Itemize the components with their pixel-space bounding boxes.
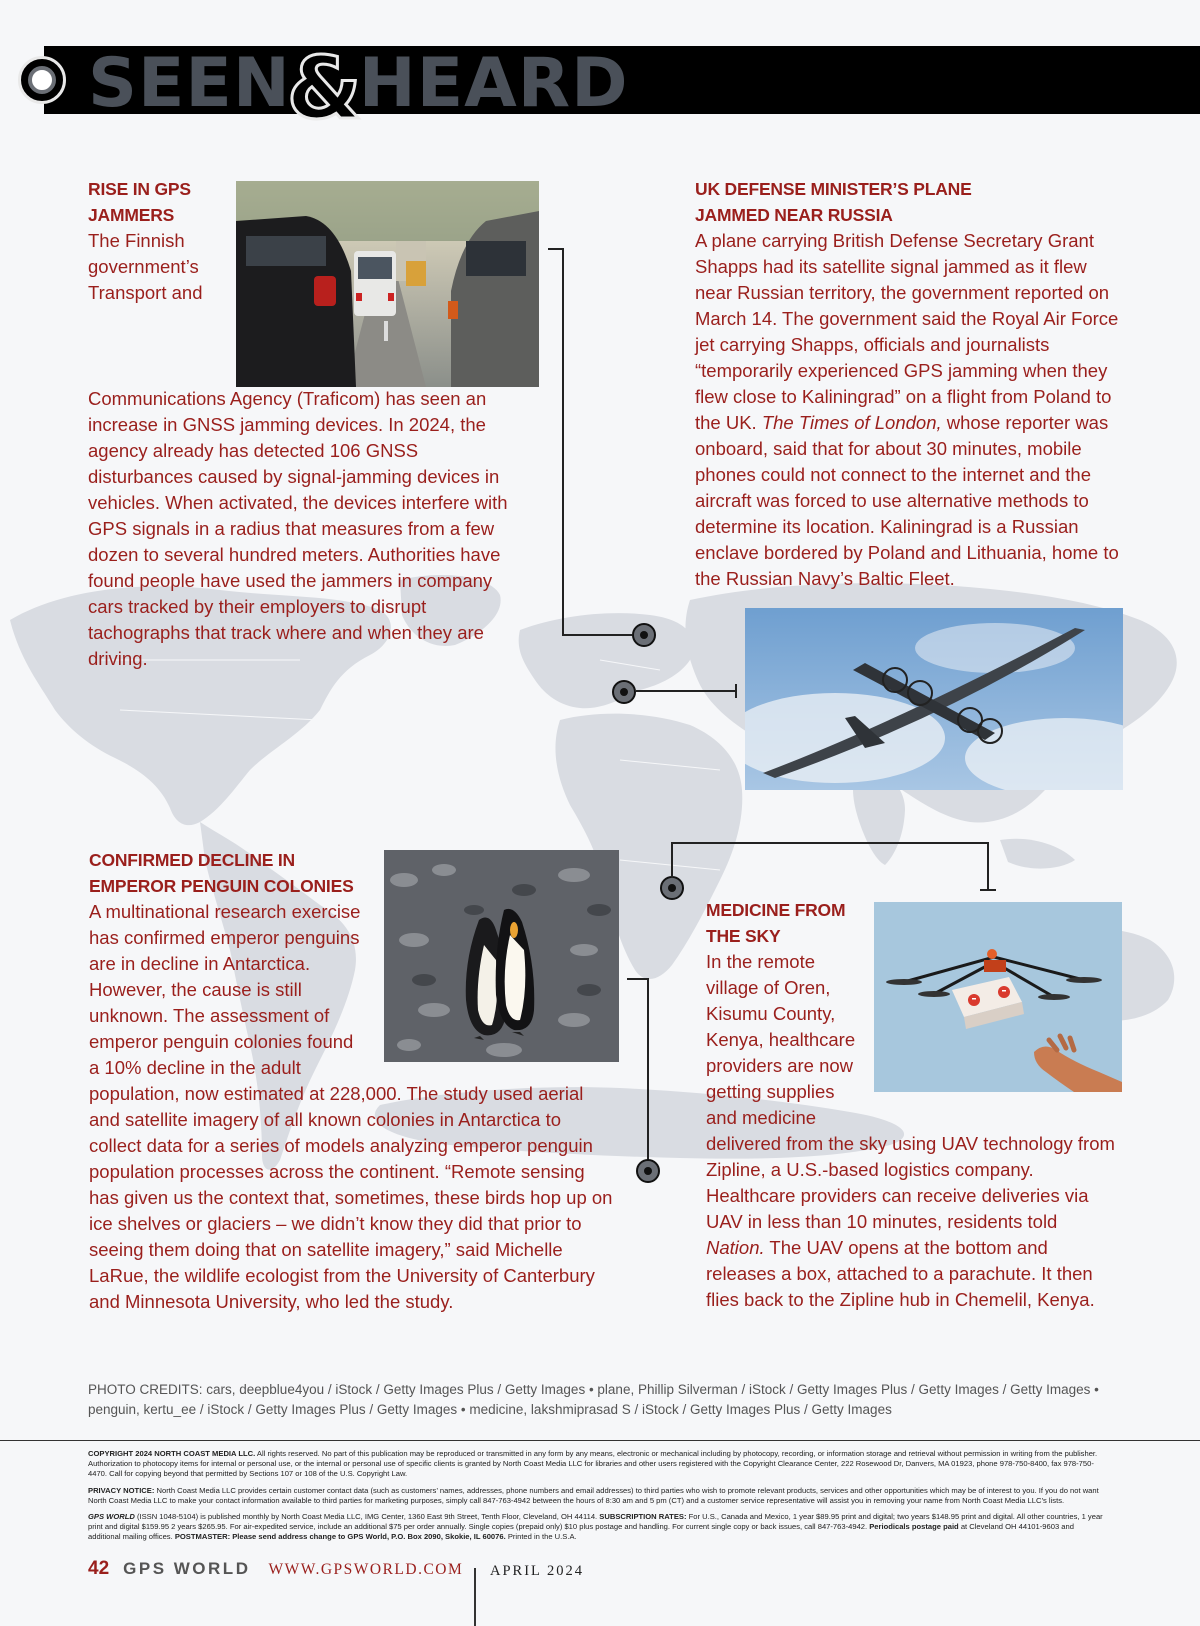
publication-name: Nation. — [706, 1237, 765, 1258]
connector-line — [671, 842, 673, 878]
connector-line — [647, 978, 649, 1160]
text: (ISSN 1048-5104) is published monthly by North Coast Media LLC, IMG Center, 1360 East 9th Street, Tenth Floor, Cleveland, OH 44114. — [134, 1512, 600, 1521]
article-uk-defense-body — [695, 228, 1125, 592]
photo-medical-drone — [874, 902, 1122, 1092]
magazine-name: GPS WORLD — [123, 1559, 251, 1578]
body-text: A plane carrying British Defense Secretary Grant Shapps had its satellite signal jammed as it flew near Russian territory, the government reported on March 14. The government said the Royal Air Force jet carrying Shapps, officials and journalists “temporarily experienced GPS jamming when they flew close to Kaliningrad” on a flight from Poland to the UK. — [695, 230, 1119, 433]
map-marker-kaliningrad — [612, 680, 636, 704]
connector-line — [562, 634, 632, 636]
label: SUBSCRIPTION RATES: — [599, 1512, 687, 1521]
article-penguins-body: A multinational research exercise has confirmed emperor penguins are in decline in Antarctica. However, the cause is still unknown. The assessment of emperor penguin colonies found a 10% decline in the adult population, now estimated at 228,000. The study used aerial and satellite imagery of all known colonies in Antarctica to collect data for a series of models analyzing emperor penguin population processes across the continent. “Remote sensing has given us the context that, sometimes, these birds hop up on ice shelves or glaciers – we didn’t know they did that prior to seeing them doing that on satellite imagery,” said Michelle LaRue, the wildlife ecologist from the University of Canterbury and Minnesota University, who led the study. — [89, 901, 613, 1312]
header-target-icon — [18, 56, 66, 104]
text: Printed in the U.S.A. — [505, 1532, 577, 1541]
issue-date: APRIL 2024 — [490, 1563, 584, 1579]
photo-military-plane — [745, 608, 1123, 790]
article-gps-jammers-body: The Finnish government’s Transport and Communications Agency (Traficom) has seen an increase in GNSS jamming devices. In 2024, the agency already has detected 106 GNSS disturbances caused by signal-jamming devices in vehicles. When activated, the devices interfere with GPS signals in a radius that measures from a few dozen to several hundred meters. Authorities have found people have used the jammers in company cars tracked by their employers to disrupt tachographs that track where and when they are driving. — [88, 230, 508, 669]
title-ampersand: & — [286, 39, 363, 139]
connector-line — [671, 842, 989, 844]
label: COPYRIGHT 2024 NORTH COAST MEDIA LLC. — [88, 1449, 256, 1458]
heading-line: UK DEFENSE MINISTER’S PLANE — [695, 179, 972, 199]
photo-cars-traffic — [236, 181, 539, 387]
photo-penguins — [384, 850, 619, 1062]
heading-line: JAMMERS — [88, 205, 175, 225]
article-uk-defense-heading — [695, 176, 1135, 228]
map-marker-antarctica — [636, 1159, 660, 1183]
footer-divider — [474, 1568, 476, 1626]
connector-line — [636, 690, 736, 692]
text: All rights reserved. No part of this publication may be reproduced or transmitted in any form by any means, electronic or mechanical including by photocopy, recording, or information storage and retrieval without permission in writing from the publisher. Authorization to photocopy items for internal or personal use, or the internal or personal use of specific clients is granted by North Coast Media LLC for libraries and other users registered with the Copyright Clearance Center, 222 Rosewood Dr, Danvers, MA 01923, phone 978-750-8400, fax 978-750-4470. Call for copying beyond that permitted by Sections 107 or 108 of the U.S. Copyright Law. — [88, 1449, 1098, 1478]
footer-rule — [0, 1440, 1200, 1441]
heading-line: JAMMED NEAR RUSSIA — [695, 205, 893, 225]
body-text: The UAV opens at the bottom and releases a box, attached to a parachute. It then flies back to the Zipline hub in Chemelil, Kenya. — [706, 1237, 1095, 1310]
text: North Coast Media LLC provides certain customer contact data (such as customers’ names, addresses, phone numbers and email addresses) to third parties who wish to promote relevant products, services and other opportunities which may be of interest to you. If you do not want North Coast Media LLC to make your contact information available to third parties for marketing purposes, simply call 847-763-4942 between the hours of 8:30 am and 5 pm (CT) and a customer service representative will assist you in removing your name from North Coast Media LLC’s lists. — [88, 1486, 1099, 1505]
page-footer — [88, 1558, 463, 1580]
connector-line — [562, 248, 564, 636]
website-link[interactable]: WWW.GPSWORLD.COM — [268, 1561, 464, 1578]
body-text: whose reporter was onboard, said that for about 30 minutes, mobile phones could not connect to the internet and the aircraft was forced to use alternative methods to determine its location. Kaliningrad is a Russian enclave bordered by Poland and Lithuania, home to the Russian Navy’s Baltic Fleet. — [695, 412, 1119, 589]
connector-line — [987, 842, 989, 890]
heading-line: EMPEROR PENGUIN COLONIES — [89, 876, 354, 896]
connector-line — [627, 978, 649, 980]
title-seen: SEEN — [88, 44, 291, 123]
title-heard: HEARD — [358, 44, 629, 123]
label: POSTMASTER: Please send address change to GPS World, P.O. Box 2090, Skokie, IL 60076. — [174, 1532, 506, 1541]
label: GPS WORLD — [88, 1512, 135, 1521]
heading-line: RISE IN GPS — [88, 179, 191, 199]
map-marker-kenya — [660, 876, 684, 900]
connector-line — [980, 889, 996, 891]
copyright-notice — [88, 1449, 1108, 1479]
body-text: In the remote village of Oren, Kisumu County, Kenya, healthcare providers are now getting supplies and medicine delivered from the sky using UAV technology from Zipline, a U.S.-based logistics company. Healthcare providers can receive deliveries via UAV in less than 10 minutes, residents told — [706, 951, 1115, 1232]
heading-line: MEDICINE FROM — [706, 900, 846, 920]
publication-name: The Times of London, — [761, 412, 942, 433]
text: For U.S., Canada and Mexico, 1 year $89.95 print and digital; two years $148.95 print and digital. All other countries, 1 year print and digital $159.95 2 years $265.95. For air-expedited service, include an additional $75 per order annually. Single copies (prepaid only) $10 plus postage and handling. For current single copy or back issues, call 847-763-4942. — [88, 1512, 1103, 1531]
privacy-notice — [88, 1486, 1108, 1506]
page-number: 42 — [88, 1558, 110, 1579]
page-title — [88, 38, 629, 139]
heading-line: THE SKY — [706, 926, 781, 946]
heading-line: CONFIRMED DECLINE IN — [89, 850, 296, 870]
connector-line — [735, 684, 737, 698]
label: Periodicals postage paid — [869, 1522, 959, 1531]
photo-credits: PHOTO CREDITS: cars, deepblue4you / iStock / Getty Images Plus / Getty Images • plane, Phillip Silverman / iStock / Getty Images Plus / Getty Images / Getty Images • penguin, kertu_ee / iStock / Getty Images Plus / Getty Images • medicine, lakshmiprasad S / iStock / Getty Images Plus / Getty Images — [88, 1382, 1099, 1417]
label: PRIVACY NOTICE: — [88, 1486, 155, 1495]
map-marker-finland — [632, 623, 656, 647]
article-medicine-heading — [706, 897, 876, 949]
article-penguins-heading — [89, 847, 389, 899]
text: at Cleveland OH 44101-9603 and additional mailing offices. — [88, 1522, 1074, 1541]
publication-notice — [88, 1512, 1108, 1542]
article-gps-jammers-heading — [88, 176, 228, 228]
